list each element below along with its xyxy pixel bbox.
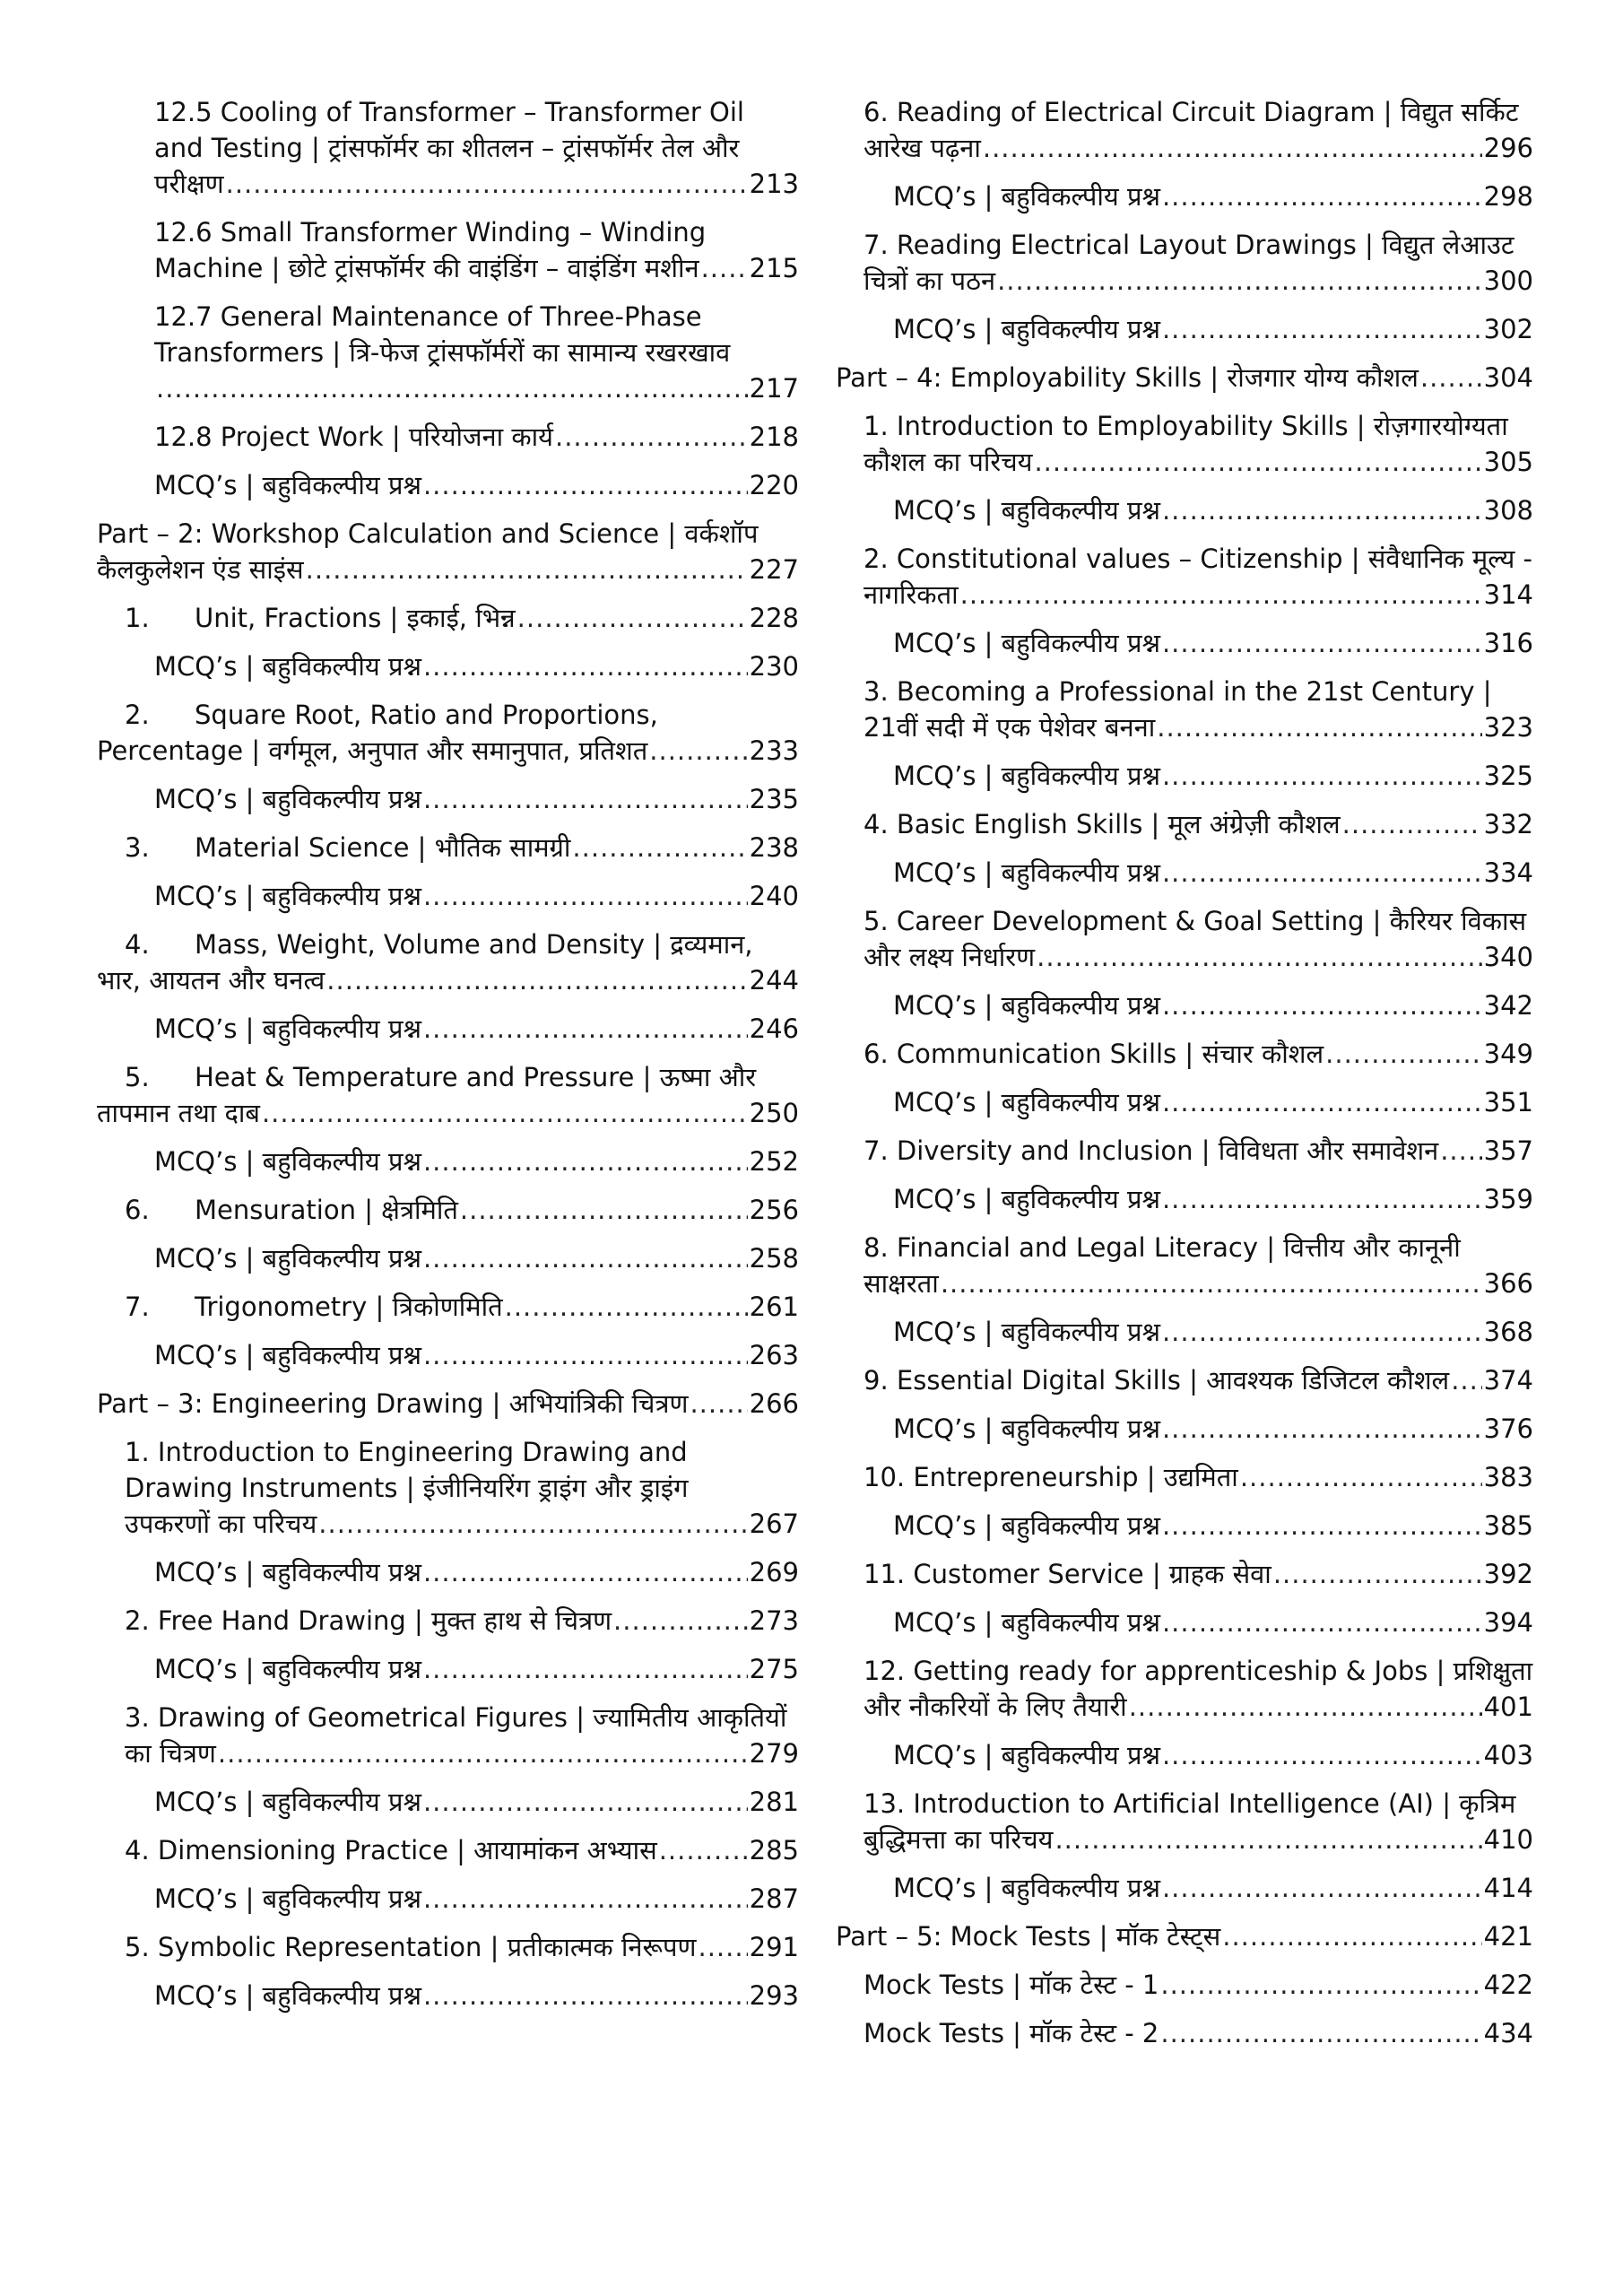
toc-entry-text: का चित्रण — [125, 1738, 216, 1769]
dot-leader — [1222, 1918, 1481, 1954]
page-number: 279 — [749, 1738, 799, 1769]
dot-leader — [698, 1929, 747, 1965]
toc-entry-text: 4. Basic English Skills | मूल अंग्रेज़ी कौशल — [864, 809, 1341, 839]
page-number: 422 — [1483, 1970, 1533, 2000]
page-number: 351 — [1483, 1087, 1533, 1118]
dot-leader — [1273, 1556, 1482, 1592]
page-number: 368 — [1483, 1317, 1533, 1347]
toc-column-right — [836, 94, 1533, 2064]
page-number: 334 — [1483, 857, 1533, 888]
page-number: 252 — [749, 1146, 799, 1177]
dot-leader — [1162, 625, 1482, 661]
toc-entry-text: 12.8 Project Work | परियोजना कार्य — [154, 422, 553, 452]
dot-leader — [1162, 855, 1482, 891]
toc-entry-text: MCQ’s | बहुविकल्पीय प्रश्न — [154, 1883, 421, 1914]
page-number: 434 — [1483, 2018, 1533, 2048]
dot-leader — [423, 648, 748, 684]
page-number: 298 — [1483, 181, 1533, 212]
toc-entry-text: 12. Getting ready for apprenticeship & Jobs | प्रशिक्षुता — [864, 1656, 1533, 1686]
dot-leader — [326, 962, 747, 998]
toc-entry-text: and Testing | ट्रांसफॉर्मर का शीतलन – ट्रांसफॉर्मर तेल और — [154, 133, 740, 163]
toc-entry — [97, 1700, 799, 1771]
dot-leader — [1420, 360, 1482, 396]
toc-entry — [836, 1605, 1533, 1640]
toc-entry-text: कौशल का परिचय — [864, 447, 1033, 477]
page-number: 220 — [749, 470, 799, 500]
toc-entry — [97, 1337, 799, 1373]
page-number: 287 — [749, 1883, 799, 1914]
dot-leader — [423, 1144, 748, 1179]
toc-entry — [836, 1786, 1533, 1857]
toc-entry-text — [125, 1059, 799, 1095]
toc-entry-text: और नौकरियों के लिए तैयारी — [864, 1692, 1127, 1722]
dot-leader — [701, 250, 748, 286]
toc-entry — [97, 878, 799, 914]
page-number: 213 — [749, 169, 799, 199]
toc-entry-title: Trigonometry | त्रिकोणमिति — [195, 1292, 503, 1322]
toc-entry — [97, 1434, 799, 1542]
toc-entry — [97, 600, 799, 636]
dot-leader — [423, 1240, 748, 1276]
toc-entry — [97, 830, 799, 865]
page-number: 394 — [1483, 1607, 1533, 1638]
toc-entry-text: MCQ’s | बहुविकल्पीय प्रश्न — [154, 1013, 421, 1044]
toc-entry — [836, 625, 1533, 661]
dot-leader — [1162, 1084, 1482, 1120]
dot-leader — [423, 1978, 748, 2013]
dot-leader — [1162, 1870, 1482, 1906]
toc-entry-text — [125, 600, 516, 636]
toc-entry — [97, 697, 799, 769]
page-number: 228 — [749, 603, 799, 633]
toc-entry — [836, 987, 1533, 1023]
dot-leader — [1162, 1411, 1482, 1447]
page-number: 414 — [1483, 1873, 1533, 1903]
dot-leader — [1160, 2015, 1481, 2051]
toc-entry-text — [125, 926, 799, 962]
toc-entry-text: Mass, Weight, Volume and Density | द्रव्यमान, — [195, 929, 753, 960]
toc-entry — [97, 1784, 799, 1820]
toc-entry — [97, 648, 799, 684]
toc-entry-text — [125, 1289, 503, 1325]
dot-leader — [997, 263, 1482, 299]
dot-leader — [941, 1265, 1482, 1301]
page-number: 275 — [749, 1654, 799, 1684]
toc-entry — [97, 1651, 799, 1687]
toc-entry-text: Percentage | वर्गमूल, अनुपात और समानुपात, प्रतिशत — [97, 735, 648, 766]
toc-entry-text: MCQ’s | बहुविकल्पीय प्रश्न — [893, 761, 1160, 791]
toc-entry-number: 7. — [125, 1292, 150, 1322]
toc-entry-text: Part – 2: Workshop Calculation and Science | वर्कशॉप — [97, 518, 759, 549]
page-number: 227 — [749, 554, 799, 585]
dot-leader — [983, 130, 1482, 166]
toc-entry-text: MCQ’s | बहुविकल्पीय प्रश्न — [893, 1607, 1160, 1638]
toc-entry-text — [125, 697, 799, 733]
toc-entry-text: MCQ’s | बहुविकल्पीय प्रश्न — [154, 784, 421, 814]
page-number: 217 — [749, 373, 799, 404]
dot-leader — [423, 1651, 748, 1687]
page-number: 366 — [1483, 1268, 1533, 1299]
toc-entry — [97, 1603, 799, 1639]
toc-part-heading — [97, 516, 799, 587]
toc-entry-text: MCQ’s | बहुविकल्पीय प्रश्न — [893, 1184, 1160, 1214]
toc-entry-text: Drawing Instruments | इंजीनियरिंग ड्राइंग और ड्राइंग — [125, 1473, 689, 1503]
dot-leader — [1162, 987, 1482, 1023]
dot-leader — [318, 1506, 747, 1542]
page-number: 357 — [1483, 1135, 1533, 1166]
dot-leader — [1162, 1181, 1482, 1217]
page-number: 323 — [1483, 712, 1533, 743]
toc-entry — [97, 419, 799, 455]
toc-entry-text: बुद्धिमत्ता का परिचय — [864, 1824, 1054, 1855]
dot-leader — [649, 733, 747, 769]
toc-entry-text: कैलकुलेशन एंड साइंस — [97, 554, 304, 585]
dot-leader — [423, 781, 748, 817]
dot-leader — [306, 552, 748, 587]
toc-entry — [836, 1411, 1533, 1447]
dot-leader — [423, 1337, 748, 1373]
toc-part-heading — [836, 1918, 1533, 1954]
toc-entry-text: साक्षरता — [864, 1268, 939, 1299]
toc-entry-text: MCQ’s | बहुविकल्पीय प्रश्न — [154, 1654, 421, 1684]
toc-entry-text: Part – 5: Mock Tests | मॉक टेस्ट्स — [836, 1921, 1221, 1952]
toc-entry-text: MCQ’s | बहुविकल्पीय प्रश्न — [893, 990, 1160, 1021]
page-number: 291 — [749, 1932, 799, 1962]
dot-leader — [1162, 1605, 1482, 1640]
page-number: 349 — [1483, 1039, 1533, 1069]
toc-entry-text: MCQ’s | बहुविकल्पीय प्रश्न — [893, 628, 1160, 658]
toc-entry — [97, 214, 799, 286]
dot-leader — [262, 1095, 748, 1131]
toc-entry-text: 4. Dimensioning Practice | आयामांकन अभ्यास — [125, 1835, 657, 1866]
toc-entry — [97, 781, 799, 817]
page-number: 256 — [749, 1195, 799, 1225]
toc-entry — [97, 1289, 799, 1325]
dot-leader — [1157, 709, 1481, 745]
toc-entry — [836, 1653, 1533, 1725]
page-number: 233 — [749, 735, 799, 766]
toc-entry-text — [125, 830, 570, 865]
dot-leader — [423, 467, 748, 503]
dot-leader — [1162, 1314, 1482, 1350]
toc-entry — [97, 1929, 799, 1965]
page-number: 325 — [1483, 761, 1533, 791]
dot-leader — [613, 1603, 748, 1639]
dot-leader — [517, 600, 748, 636]
page-number: 403 — [1483, 1740, 1533, 1770]
page-number: 304 — [1483, 362, 1533, 393]
page-number: 215 — [749, 253, 799, 283]
toc-entry-text: 6. Reading of Electrical Circuit Diagram | विद्युत सर्किट — [864, 97, 1519, 127]
toc-entry-number: 1. — [125, 603, 150, 633]
toc-entry-text: MCQ’s | बहुविकल्पीय प्रश्न — [154, 1340, 421, 1370]
toc-entry-text: 5. Career Development & Goal Setting | कैरियर विकास — [864, 906, 1527, 936]
toc-part-heading — [836, 360, 1533, 396]
dot-leader — [690, 1386, 747, 1422]
toc-column-left — [97, 94, 799, 2026]
toc-entry-text: 5. Symbolic Representation | प्रतीकात्मक निरूपण — [125, 1932, 697, 1962]
toc-entry-text: 21वीं सदी में एक पेशेवर बनना — [864, 712, 1156, 743]
dot-leader — [423, 1881, 748, 1917]
toc-entry-text: 1. Introduction to Engineering Drawing and — [125, 1437, 688, 1467]
toc-entry-text: चित्रों का पठन — [864, 265, 996, 296]
toc-entry-text: MCQ’s | बहुविकल्पीय प्रश्न — [154, 1557, 421, 1587]
toc-entry-text: Machine | छोटे ट्रांसफॉर्मर की वाइंडिंग – वाइंडिंग मशीन — [154, 253, 699, 283]
toc-entry-text: परीक्षण — [154, 169, 224, 199]
page-number: 410 — [1483, 1824, 1533, 1855]
page-number: 218 — [749, 422, 799, 452]
dot-leader — [1162, 311, 1482, 347]
toc-entry — [97, 1881, 799, 1917]
page-number: 374 — [1483, 1365, 1533, 1396]
dot-leader — [1162, 492, 1482, 528]
dot-leader — [460, 1192, 748, 1228]
toc-entry-text: Mock Tests | मॉक टेस्ट - 2 — [864, 2018, 1159, 2048]
toc-entry-text: 1. Introduction to Employability Skills | रोज़गारयोग्यता — [864, 411, 1508, 441]
dot-leader — [572, 830, 747, 865]
toc-entry-text: 9. Essential Digital Skills | आवश्यक डिजिटल कौशल — [864, 1365, 1450, 1396]
toc-entry — [97, 1011, 799, 1047]
toc-entry — [836, 1508, 1533, 1544]
toc-entry-text: नागरिकता — [864, 579, 959, 610]
page-number: 342 — [1483, 990, 1533, 1021]
page-number: 314 — [1483, 579, 1533, 610]
page-number: 240 — [749, 881, 799, 911]
page-number: 285 — [749, 1835, 799, 1866]
dot-leader — [1162, 1737, 1482, 1773]
toc-entry — [836, 1967, 1533, 2003]
page-number: 305 — [1483, 447, 1533, 477]
toc-entry-text: Part – 4: Employability Skills | रोजगार योग्य कौशल — [836, 362, 1419, 393]
page-number: 246 — [749, 1013, 799, 1044]
dot-leader — [156, 370, 748, 406]
toc-entry-text: MCQ’s | बहुविकल्पीय प्रश्न — [893, 181, 1160, 212]
toc-entry-text: 6. Communication Skills | संचार कौशल — [864, 1039, 1324, 1069]
dot-leader — [1162, 178, 1482, 214]
dot-leader — [1037, 939, 1482, 975]
page-number: 296 — [1483, 133, 1533, 163]
toc-entry — [97, 1192, 799, 1228]
page-number: 263 — [749, 1340, 799, 1370]
toc-entry — [836, 492, 1533, 528]
toc-entry-text: MCQ’s | बहुविकल्पीय प्रश्न — [893, 314, 1160, 344]
dot-leader — [423, 1784, 748, 1820]
dot-leader — [423, 1554, 748, 1590]
page-number: 230 — [749, 651, 799, 682]
toc-entry-text: MCQ’s | बहुविकल्पीय प्रश्न — [154, 1146, 421, 1177]
toc-entry-text: MCQ’s | बहुविकल्पीय प्रश्न — [154, 1243, 421, 1274]
toc-entry-text: 13. Introduction to Artificial Intelligence (AI) | कृत्रिम — [864, 1788, 1516, 1819]
toc-entry-text: MCQ’s | बहुविकल्पीय प्रश्न — [893, 1317, 1160, 1347]
dot-leader — [1440, 1133, 1481, 1169]
toc-entry-text: Transformers | त्रि-फेज ट्रांसफॉर्मरों का सामान्य रखरखाव — [154, 337, 731, 368]
toc-entry-text: 12.7 General Maintenance of Three-Phase — [154, 301, 702, 332]
toc-entry-number: 3. — [125, 832, 150, 863]
toc-entry-text: MCQ’s | बहुविकल्पीय प्रश्न — [893, 495, 1160, 526]
toc-entry — [97, 1978, 799, 2013]
page-number: 273 — [749, 1605, 799, 1636]
page-number: 376 — [1483, 1413, 1533, 1444]
toc-entry-title: Mensuration | क्षेत्रमिति — [195, 1195, 458, 1225]
page-number: 421 — [1483, 1921, 1533, 1952]
page-number: 302 — [1483, 314, 1533, 344]
dot-leader — [960, 577, 1482, 613]
toc-entry — [97, 1832, 799, 1868]
toc-entry — [836, 1036, 1533, 1072]
page-number: 392 — [1483, 1559, 1533, 1589]
dot-leader — [423, 1011, 748, 1047]
page-number: 281 — [749, 1787, 799, 1817]
toc-entry — [836, 806, 1533, 842]
dot-leader — [1034, 444, 1481, 480]
toc-entry — [97, 467, 799, 503]
dot-leader — [1325, 1036, 1481, 1072]
page-number: 261 — [749, 1292, 799, 1322]
toc-entry-text: उपकरणों का परिचय — [125, 1509, 317, 1539]
toc-entry-text: MCQ’s | बहुविकल्पीय प्रश्न — [154, 470, 421, 500]
toc-entry-number: 2. — [125, 700, 150, 730]
toc-entry-text: MCQ’s | बहुविकल्पीय प्रश्न — [893, 1510, 1160, 1541]
toc-entry — [836, 541, 1533, 613]
toc-entry-text: 3. Becoming a Professional in the 21st Century | — [864, 676, 1492, 707]
dot-leader — [1055, 1822, 1481, 1857]
page-number: 316 — [1483, 628, 1533, 658]
dot-leader — [555, 419, 748, 455]
toc-entry-text: Square Root, Ratio and Proportions, — [195, 700, 658, 730]
dot-leader — [1342, 806, 1482, 842]
toc-entry — [836, 2015, 1533, 2051]
toc-entry-text: 10. Entrepreneurship | उद्यमिता — [864, 1462, 1238, 1492]
page-number: 238 — [749, 832, 799, 863]
page-number: 258 — [749, 1243, 799, 1274]
toc-entry — [836, 903, 1533, 975]
page-number: 266 — [749, 1388, 799, 1419]
toc-entry-number: 5. — [125, 1062, 150, 1092]
toc-entry-text: MCQ’s | बहुविकल्पीय प्रश्न — [893, 1087, 1160, 1118]
page-number: 267 — [749, 1509, 799, 1539]
toc-entry — [97, 1059, 799, 1131]
toc-entry-title: Unit, Fractions | इकाई, भिन्न — [195, 603, 516, 633]
toc-entry-text: MCQ’s | बहुविकल्पीय प्रश्न — [893, 1740, 1160, 1770]
page-number: 293 — [749, 1980, 799, 2011]
toc-entry-number: 6. — [125, 1195, 150, 1225]
toc-entry — [836, 1737, 1533, 1773]
toc-entry — [836, 1133, 1533, 1169]
toc-entry-number: 4. — [125, 929, 150, 960]
dot-leader — [218, 1735, 748, 1771]
toc-entry-text: MCQ’s | बहुविकल्पीय प्रश्न — [893, 1413, 1160, 1444]
toc-entry — [836, 674, 1533, 745]
toc-entry-text: भार, आयतन और घनत्व — [97, 965, 325, 996]
dot-leader — [423, 878, 748, 914]
dot-leader — [1160, 1967, 1481, 2003]
toc-entry-text: MCQ’s | बहुविकल्पीय प्रश्न — [154, 1787, 421, 1817]
page-number: 332 — [1483, 809, 1533, 839]
page-number: 401 — [1483, 1692, 1533, 1722]
dot-leader — [226, 166, 748, 202]
toc-entry-text: तापमान तथा दाब — [97, 1098, 260, 1128]
toc-entry-text: 8. Financial and Legal Literacy | वित्तीय और कानूनी — [864, 1232, 1461, 1263]
page-number: 383 — [1483, 1462, 1533, 1492]
toc-entry — [836, 758, 1533, 794]
toc-entry — [836, 855, 1533, 891]
dot-leader — [1162, 758, 1482, 794]
toc-entry-text: Heat & Temperature and Pressure | ऊष्मा और — [195, 1062, 757, 1092]
toc-entry — [836, 408, 1533, 480]
toc-entry — [836, 178, 1533, 214]
page-number: 269 — [749, 1557, 799, 1587]
toc-entry — [836, 1230, 1533, 1301]
dot-leader — [1451, 1362, 1481, 1398]
dot-leader — [1129, 1689, 1482, 1725]
toc-entry-text: Mock Tests | मॉक टेस्ट - 1 — [864, 1970, 1159, 2000]
toc-entry — [97, 1240, 799, 1276]
toc-entry-title: Material Science | भौतिक सामग्री — [195, 832, 571, 863]
page-number: 300 — [1483, 265, 1533, 296]
toc-entry — [836, 1870, 1533, 1906]
toc-entry-text: 7. Diversity and Inclusion | विविधता और समावेशन — [864, 1135, 1439, 1166]
toc-entry — [836, 1556, 1533, 1592]
toc-entry — [836, 94, 1533, 166]
toc-entry-text: 12.5 Cooling of Transformer – Transformer Oil — [154, 97, 744, 127]
toc-entry-text: 11. Customer Service | ग्राहक सेवा — [864, 1559, 1271, 1589]
toc-entry — [97, 94, 799, 202]
toc-entry-text: MCQ’s | बहुविकल्पीय प्रश्न — [893, 1873, 1160, 1903]
toc-entry — [836, 1362, 1533, 1398]
dot-leader — [659, 1832, 748, 1868]
toc-entry — [97, 926, 799, 998]
page-number: 235 — [749, 784, 799, 814]
page-number: 244 — [749, 965, 799, 996]
page-number: 250 — [749, 1098, 799, 1128]
toc-entry-text: और लक्ष्य निर्धारण — [864, 942, 1036, 972]
toc-entry-text: 2. Free Hand Drawing | मुक्त हाथ से चित्रण — [125, 1605, 612, 1636]
toc-part-heading — [97, 1386, 799, 1422]
dot-leader — [505, 1289, 748, 1325]
toc-entry — [836, 1084, 1533, 1120]
toc-entry — [836, 227, 1533, 299]
toc-entry-text: MCQ’s | बहुविकल्पीय प्रश्न — [154, 881, 421, 911]
toc-entry-text: 2. Constitutional values – Citizenship | संवैधानिक मूल्य - — [864, 544, 1533, 574]
page-number: 385 — [1483, 1510, 1533, 1541]
toc-entry-text: 3. Drawing of Geometrical Figures | ज्यामितीय आकृतियों — [125, 1702, 787, 1733]
toc-entry-text: आरेख पढ़ना — [864, 133, 981, 163]
toc-entry-text: MCQ’s | बहुविकल्पीय प्रश्न — [154, 651, 421, 682]
toc-entry-text: MCQ’s | बहुविकल्पीय प्रश्न — [154, 1980, 421, 2011]
toc-entry — [836, 1181, 1533, 1217]
toc-entry-text: 7. Reading Electrical Layout Drawings | विद्युत लेआउट — [864, 230, 1515, 260]
page-number: 308 — [1483, 495, 1533, 526]
toc-entry — [97, 299, 799, 406]
dot-leader — [1162, 1508, 1482, 1544]
toc-entry-text: MCQ’s | बहुविकल्पीय प्रश्न — [893, 857, 1160, 888]
toc-entry — [97, 1554, 799, 1590]
toc-entry — [97, 1144, 799, 1179]
dot-leader — [1240, 1459, 1482, 1495]
toc-entry-text: Part – 3: Engineering Drawing | अभियांत्रिकी चित्रण — [97, 1388, 689, 1419]
toc-entry — [836, 1459, 1533, 1495]
toc-entry — [836, 311, 1533, 347]
page-number: 340 — [1483, 942, 1533, 972]
page-number: 359 — [1483, 1184, 1533, 1214]
toc-entry — [836, 1314, 1533, 1350]
toc-entry-text: 12.6 Small Transformer Winding – Winding — [154, 217, 707, 248]
toc-entry-text — [125, 1192, 458, 1228]
